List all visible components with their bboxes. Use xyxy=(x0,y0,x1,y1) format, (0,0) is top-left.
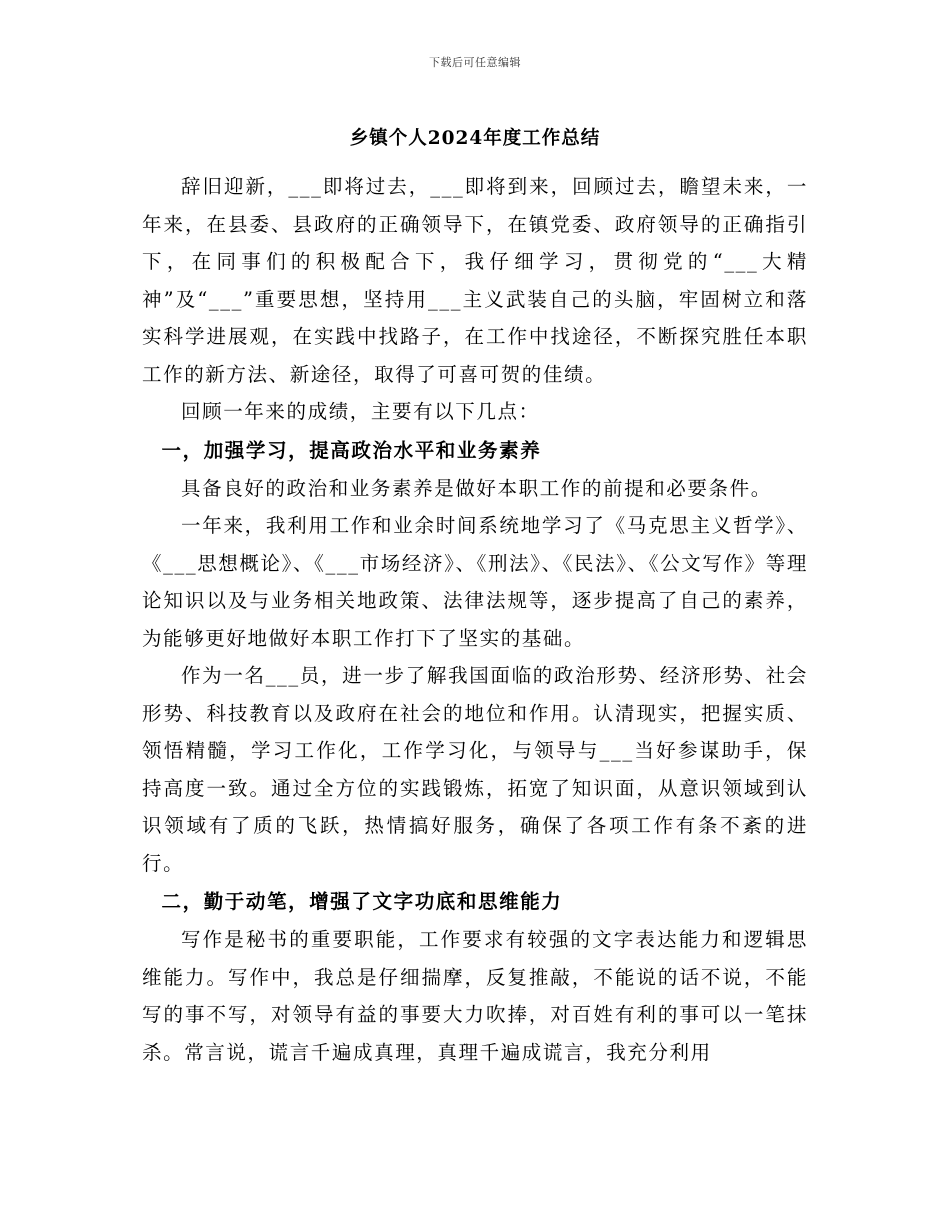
header-note: 下载后可任意编辑 xyxy=(429,56,521,69)
section-heading-2: 二，勤于动笔，增强了文字功底和思维能力 xyxy=(161,890,563,913)
section-1-paragraph: 一年来，我利用工作和业余时间系统地学习了《马克思主义哲学》、《___思想概论》、《___市场经济》、《刑法》、《民法》、《公文写作》等理论知识以及与业务相关地政策、法律法规等，逐步提高了自己的素养，为能够更好地做好本职工作打下了坚实的基础。 xyxy=(142,514,808,650)
document-title: 乡镇个人2024年度工作总结 xyxy=(349,128,601,149)
intro-paragraph: 辞旧迎新，___即将过去，___即将到来，回顾过去，瞻望未来，一年来，在县委、县政府的正确领导下，在镇党委、政府领导的正确指引下，在同事们的积极配合下，我仔细学习，贯彻党的“___大精神”及“___”重要思想，坚持用___主义武装自己的头脑，牢固树立和落实科学进展观，在实践中找路子，在工作中找途径，不断探究胜任本职工作的新方法、新途径，取得了可喜可贺的佳绩。 xyxy=(142,175,808,386)
summary-lead-paragraph: 回顾一年来的成绩，主要有以下几点： xyxy=(181,400,540,423)
section-1-paragraph: 作为一名___员，进一步了解我国面临的政治形势、经济形势、社会形势、科技教育以及政府在社会的地位和作用。认清现实，把握实质、领悟精髓，学习工作化，工作学习化，与领导与___当好参谋助手，保持高度一致。通过全方位的实践锻炼，拓宽了知识面，从意识领域到认识领域有了质的飞跃，热情搞好服务，确保了各项工作有条不紊的进行。 xyxy=(142,664,808,875)
section-heading-1: 一，加强学习，提高政治水平和业务素养 xyxy=(161,438,542,462)
section-1-paragraph: 具备良好的政治和业务素养是做好本职工作的前提和必要条件。 xyxy=(181,476,772,500)
document-body xyxy=(142,168,808,1071)
section-2-paragraph: 写作是秘书的重要职能，工作要求有较强的文字表达能力和逻辑思维能力。写作中，我总是仔细揣摩，反复推敲，不能说的话不说，不能写的事不写，对领导有益的事要大力吹捧，对百姓有利的事可以一笔抹杀。常言说，谎言千遍成真理，真理千遍成谎言，我充分利用 xyxy=(142,928,808,1064)
